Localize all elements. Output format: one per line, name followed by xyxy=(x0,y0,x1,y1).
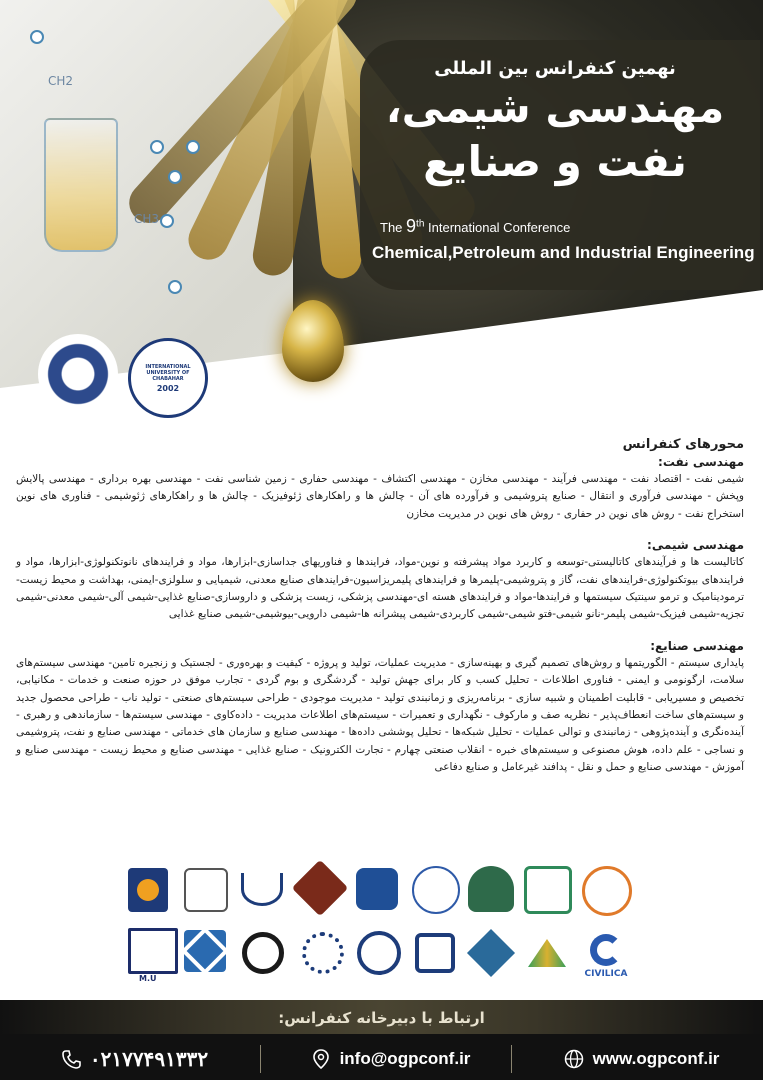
sponsor-logo xyxy=(412,866,460,914)
axis-topics: کاتالیست ها و فرآیندهای کاتالیستی-توسعه و کاربرد مواد پیشرفته و نوین-مواد، فرایندها و فناوریهای جداسازی-ابزارها، مواد و فرایندهای نانوتکنولوژی-ابزارها، مواد و فرایندهای بیوتکنولوژی-فرایندهای نفت، گاز و پتروشیمی-پلیمرها و فرایندهای پلیمریزاسیون-فرایندهای صنایع معدنی، شیمیایی و سلولزی-ایمنی، بهداشت و محیط زیست-ترمودینامیک و ترمو سینتیک سیستمها و فرایندها-مواد و فرایندهای هسته ای-مهندسی پزشکی، زیست پزشکی و داروسازی-صنایع غذایی-شیمی آلی-شیمی معدنی-شیمی تجزیه-شیمی فیزیک-شیمی پلیمر-نانو شیمی-فتو شیمی-شیمی کاربردی-شیمی پیشرانه ها-شیمی دارویی-بیوشیمی-شیمی صنایع غذایی xyxy=(16,556,744,621)
molecule-label: CH3 xyxy=(134,212,160,226)
sponsor-logo xyxy=(240,868,284,910)
phone-icon xyxy=(60,1048,82,1070)
axis-section-petroleum xyxy=(16,454,744,523)
sponsor-logo xyxy=(128,868,168,912)
contact-heading: ارتباط با دبیرخانه کنفرانس: xyxy=(0,1000,763,1034)
molecule-node-icon xyxy=(30,30,44,44)
email-address: info@ogpconf.ir xyxy=(339,1049,471,1068)
molecule-label: CH2 xyxy=(48,74,74,88)
sponsor-logo xyxy=(184,868,228,912)
chabahar-logo-year: 2002 xyxy=(156,383,180,393)
globe-icon xyxy=(563,1048,585,1070)
test-tube-illustration xyxy=(44,118,118,252)
sponsor-logo xyxy=(468,930,514,976)
civilica-c-icon xyxy=(590,934,622,966)
sponsor-logo xyxy=(292,860,349,917)
molecule-node-icon xyxy=(186,140,200,154)
hero-banner xyxy=(0,0,763,430)
sponsor-logo xyxy=(300,930,346,976)
contact-bar xyxy=(0,1038,763,1080)
axis-topics: شیمی نفت - اقتصاد نفت - مهندسی فرآیند - مهندسی مخازن - مهندسی اکتشاف - مهندسی حفاری - زمین شناسی نفت - مهندسی بهره برداری - مهندسی پالایش وپخش - مهندسی فرآوری و انتقال - صنایع پتروشیمی و فرآورده های آن - چالش ها و راهکارهای ژئوفیزیک - چالش ها و راهکارهای ژئوشیمی - فناوری های نوین استخراج نفت - روش های نوین در حفاری - روش های نوین در مدیریت مخازن xyxy=(16,473,744,520)
title-block xyxy=(370,58,740,187)
website-contact[interactable] xyxy=(512,1038,762,1080)
sponsor-logos xyxy=(120,862,640,994)
axis-heading: مهندسی صنایع: xyxy=(650,638,744,653)
axes-main-heading: محورهای کنفرانس xyxy=(622,437,744,452)
english-ordinal-suffix: th xyxy=(416,218,425,230)
email-contact[interactable] xyxy=(261,1038,511,1080)
english-title-block xyxy=(372,216,755,263)
sponsor-logo xyxy=(356,868,398,910)
sponsor-logo xyxy=(524,866,572,914)
conference-ordinal-title: نهمین کنفرانس بین المللی xyxy=(434,58,676,79)
civilica-label: CIVILICA xyxy=(584,968,628,979)
location-pin-icon xyxy=(310,1048,332,1070)
conference-axes xyxy=(16,436,744,791)
conference-title-line-2: نفت و صنایع xyxy=(423,137,687,186)
civilica-logo xyxy=(578,928,634,984)
phone-number: ۰۲۱۷۷۴۹۱۳۳۲ xyxy=(89,1048,209,1071)
axis-topics: پایداری سیستم - الگوریتمها و روش‌های تصمیم گیری و بهینه‌سازی - مدیریت عملیات، تولید و پروژه - کیفیت و بهره‌وری - لجستیک و زنجیره تامین- مهندسی سیستم‌های سلامت، ارگونومی و ایمنی - فناوری اطلاعات - تحلیل کسب و کار برای جهش تولید - گردشگری و بوم گردی - تجارب موفق در حوزه صنعت و خدمات - مکانیابی، تخصیص و مسیریابی - قابلیت اطمینان و شبیه سازی - برنامه‌ریزی و زمانبندی تولید - مدیریت موجودی - طراحی سیستم‌های صنعتی - تولید ناب - طراحی محصول جدید و سیستم‌های ساخت انعطاف‌پذیر - نظریه صف و مارکوف - نگهداری و تعمیرات - سیستم‌های اطلاعات مدیریت - داده‌کاوی - مهندسی سیستم‌ها - سازماندهی و رهبری - آینده‌نگری و آینده‌پژوهی - زمانبندی و توالی عملیات - تحلیل شبکه‌ها - تحلیل پوششی داده‌ها - مهندسی صنایع و سازمان های خدماتی - مهندسی صنایع و نفت، پتروشیمی و نساجی - علم داده، هوش مصنوعی و سیستم‌های خبره - انقلاب صنعتی چهارم - تجارت الکترونیک - صنایع غذایی - مهندسی صنایع و محیط زیست - مهندسی صنایع و آموزش - مهندسی صنایع و حمل و نقل - پدافند غیرعامل و صنایع دفاعی xyxy=(16,656,744,774)
sponsor-logo xyxy=(524,930,570,976)
molecule-node-icon xyxy=(150,140,164,154)
sponsor-logo-mu xyxy=(128,928,178,983)
english-ordinal-number: 9 xyxy=(406,216,417,236)
english-subtitle xyxy=(372,216,742,237)
axis-section-chemical xyxy=(16,537,744,624)
sponsor-logo xyxy=(412,930,458,976)
sponsor-logo xyxy=(468,866,514,912)
phone-contact[interactable] xyxy=(0,1038,260,1080)
chabahar-university-logo xyxy=(128,338,208,418)
axis-heading: مهندسی نفت: xyxy=(658,455,744,469)
sponsor-logo xyxy=(582,866,632,916)
sponsor-logo xyxy=(184,930,226,972)
chabahar-logo-text: INTERNATIONAL UNIVERSITY OF CHABAHAR xyxy=(145,363,191,382)
mu-logo-label: M.U xyxy=(139,974,157,983)
molecule-node-icon xyxy=(168,280,182,294)
molecule-node-icon xyxy=(160,214,174,228)
molecule-node-icon xyxy=(168,170,182,184)
sponsor-logo xyxy=(356,930,402,976)
sponsor-logo xyxy=(240,930,286,976)
english-prefix: The xyxy=(380,220,403,235)
organizer-logo xyxy=(38,334,118,414)
axis-heading: مهندسی شیمی: xyxy=(647,538,744,553)
english-title: Chemical,Petroleum and Industrial Engineering xyxy=(372,243,755,262)
organizer-logo-caption xyxy=(28,406,128,412)
english-subtitle-rest: International Conference xyxy=(428,220,571,235)
conference-title-line-1: مهندسی شیمی، xyxy=(385,83,725,132)
website-url: www.ogpconf.ir xyxy=(592,1049,720,1068)
contact-footer xyxy=(0,1000,763,1080)
axis-section-industrial xyxy=(16,638,744,777)
